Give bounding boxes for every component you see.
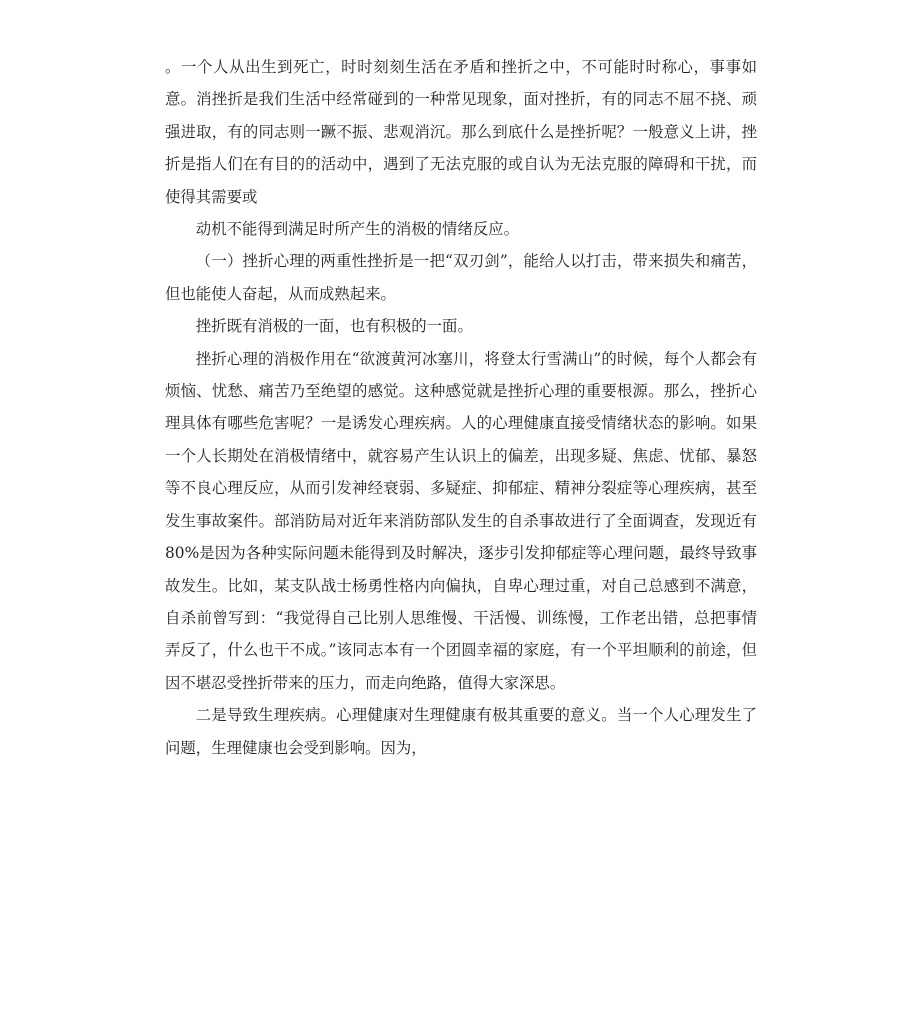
paragraph-2: 动机不能得到满足时所产生的消极的情绪反应。: [195, 220, 520, 239]
document-body: [165, 51, 757, 764]
paragraph-4: 挫折既有消极的一面，也有积极的一面。: [195, 317, 473, 336]
paragraph-3: （一）挫折心理的两重性挫折是一把“双刃剑”，能给人以打击，带来损失和痛苦，但也能使人奋起，从而成熟起来。: [165, 252, 757, 303]
paragraph-1: 。一个人从出生到死亡，时时刻刻生活在矛盾和挫折之中，不可能时时称心，事事如意。消挫折是我们生活中经常碰到的一种常见现象，面对挫折，有的同志不屈不挠、顽强进取，有的同志则一蹶不振、悲观消沉。那么到底什么是挫折呢？一般意义上讲，挫折是指人们在有目的的活动中，遇到了无法克服的或自认为无法克服的障碍和干扰，而使得其需要或: [165, 58, 757, 206]
paragraph-5: 挫折心理的消极作用在“欲渡黄河冰塞川，将登太行雪满山”的时候，每个人都会有烦恼、忧愁、痛苦乃至绝望的感觉。这种感觉就是挫折心理的重要根源。那么，挫折心理具体有哪些危害呢？一是诱发心理疾病。人的心理健康直接受情绪状态的影响。如果一个人长期处在消极情绪中，就容易产生认识上的偏差，出现多疑、焦虑、忧郁、暴怒等不良心理反应，从而引发神经衰弱、多疑症、抑郁症、精神分裂症等心理疾病，甚至发生事故案件。部消防局对近年来消防部队发生的自杀事故进行了全面调查，发现近有80%是因为各种实际问题未能得到及时解决，逐步引发抑郁症等心理问题，最终导致事故发生。比如，某支队战士杨勇性格内向偏执，自卑心理过重，对自己总感到不满意，自杀前曾写到：“我觉得自己比别人思维慢、干活慢、训练慢，工作老出错，总把事情弄反了，什么也干不成。”该同志本有一个团圆幸福的家庭，有一个平坦顺利的前途，但因不堪忍受挫折带来的压力，而走向绝路，值得大家深思。: [165, 349, 757, 692]
paragraph-6: 二是导致生理疾病。心理健康对生理健康有极其重要的意义。当一个人心理发生了问题，生理健康也会受到影响。因为，: [165, 706, 757, 757]
